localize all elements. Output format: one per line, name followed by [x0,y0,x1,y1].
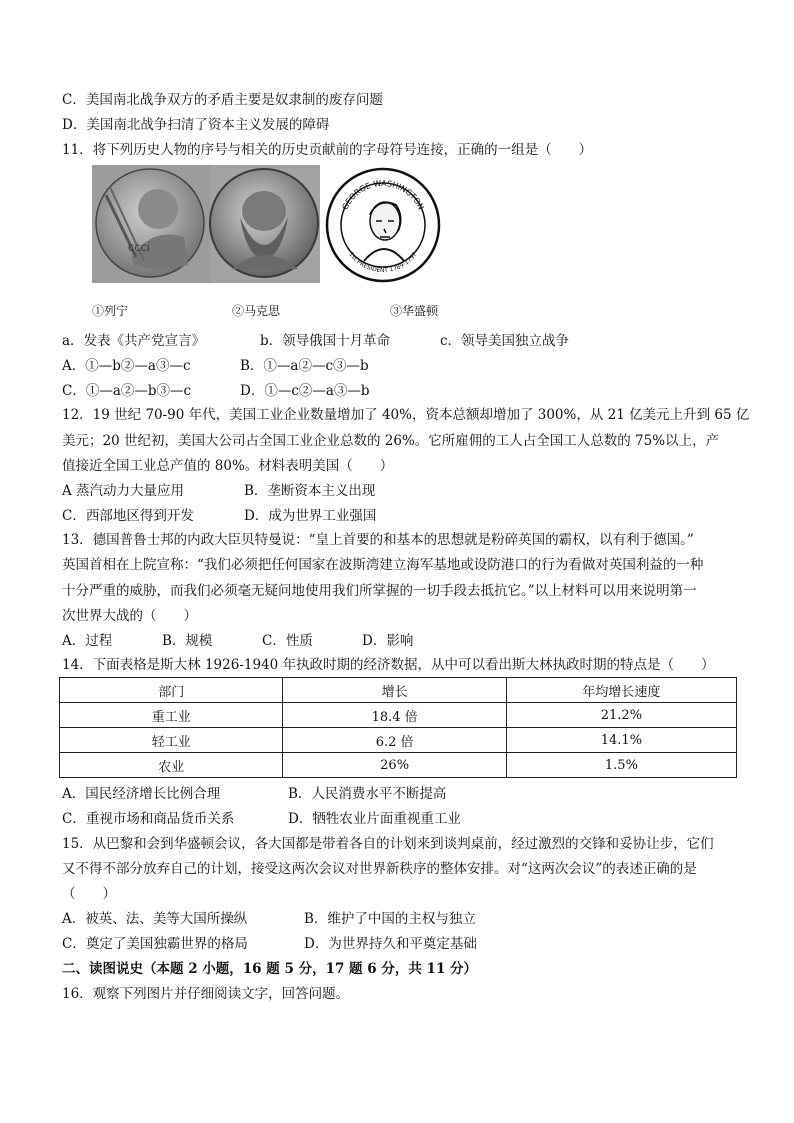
q13-options [62,631,413,651]
q15-stem-line3: （ ） [62,886,116,902]
table-cell: 1.5% [506,753,736,778]
q13-option-a: A．过程 [62,633,113,649]
table-row [60,728,737,753]
q10-option-d: D．美国南北战争扫清了资本主义发展的障碍 [62,117,330,133]
table-cell: 14.1% [506,728,736,753]
lenin-medal-image [92,165,210,283]
q12-option-d: D．成为世界工业强国 [244,508,377,524]
q13-stem-line3: 十分严重的威胁，而我们必须毫无疑问地使用我们所掌握的一切手段去抵抗它。”以上材料可以用来说明第一 [62,583,697,599]
q15-option-b: B．维护了中国的主权与独立 [304,911,476,927]
coin-text-bottom: 1st PRESIDENT 1789-1797 [347,251,419,275]
q15-stem-line2: 又不得不部分放弃自己的计划，接受这两次会议对世界新秩序的整体安排。对“这两次会议”的表述正确的是 [62,861,697,877]
q12-options-row1 [62,481,375,501]
q15-option-a: A．被英、法、美等大国所操纵 [62,911,248,927]
table-row [60,703,737,728]
caption-marx: ②马克思 [232,304,281,318]
q12-option-c: C．西部地区得到开发 [62,508,194,524]
section-2-heading: 二、读图说史（本题 2 小题，16 题 5 分，17 题 6 分，共 11 分） [62,961,478,977]
table-cell: 21.2% [506,703,736,728]
q15-options-row1 [62,909,476,929]
q13-stem-line1: 13．德国普鲁士邦的内政大臣贝特曼说：“皇上首要的和基本的思想就是粉碎英国的霸权，以有利于德国。” [62,532,694,548]
q14-option-d: D．牺牲农业片面重视重工业 [288,811,461,827]
table-cell: 6.2 倍 [283,728,506,753]
svg-text:CCCI: CCCI [128,244,150,254]
table-cell: 重工业 [60,703,283,728]
q13-stem-line4: 次世界大战的（ ） [62,608,197,624]
q12-option-b: B．垄断资本主义出现 [244,483,376,499]
q15-options-row2 [62,934,477,954]
q12-stem-line1: 12．19 世纪 70-90 年代，美国工业企业数量增加了 40%，资本总额却增加了 300%，从 21 亿美元上升到 65 亿 [62,407,750,423]
q11-contributions [62,331,569,351]
q15-stem-line1: 15．从巴黎和会到华盛顿会议，各大国都是带着各自的计划来到谈判桌前，经过激烈的交锋和妥协让步，它们 [62,836,714,852]
q13-stem-line2: 英国首相在上院宣称：“我们必须把任何国家在波斯湾建立海军基地或设防港口的行为看做对英国利益的一种 [62,557,704,573]
q14-data-table [59,677,737,778]
q13-option-b: B．规模 [162,633,213,649]
q11-option-b: B．①—a②—c③—b [240,358,369,374]
q14-stem: 14．下面表格是斯大林 1926-1940 年执政时期的经济数据，从中可以看出斯大林执政时期的特点是（ ） [62,657,715,673]
q11-options-row2 [62,381,370,401]
caption-washington: ③华盛顿 [390,304,439,318]
table-cell: 18.4 倍 [283,703,506,728]
q12-options-row2 [62,506,376,526]
table-header: 年均增长速度 [506,678,736,703]
q12-stem-line3: 值接近全国工业总产值的 80%。材料表明美国（ ） [62,458,394,474]
q12-option-a: A 蒸汽动力大量应用 [62,483,185,499]
q13-option-c: C．性质 [262,633,313,649]
q14-options-row1 [62,784,446,804]
caption-lenin: ①列宁 [92,304,129,318]
table-header-row [60,678,737,703]
q11-option-c: C．①—a②—b③—c [62,383,192,399]
q12-stem-line2: 美元；20 世纪初，美国大公司占全国工业企业总数的 26%。它所雇佣的工人占全国工人总数的 75%以上，产 [62,433,720,449]
contribution-c: c．领导美国独立战争 [440,333,570,349]
table-cell: 轻工业 [60,728,283,753]
q11-figures [92,165,442,285]
q14-option-a: A．国民经济增长比例合理 [62,786,221,802]
table-header: 增长 [283,678,506,703]
q16-stem: 16．观察下列图片并仔细阅读文字，回答问题。 [62,986,350,1002]
table-header: 部门 [60,678,283,703]
q11-options-row1 [62,356,369,376]
table-cell: 26% [283,753,506,778]
q11-option-a: A．①—b②—a③—c [62,358,191,374]
q11-stem: 11．将下列历史人物的序号与相关的历史贡献前的字母符号连接，正确的一组是（ ） [62,142,593,158]
contribution-a: a．发表《共产党宣言》 [62,333,206,349]
q15-option-c: C．奠定了美国独霸世界的格局 [62,936,248,952]
q11-option-d: D．①—c②—a③—b [240,383,370,399]
table-cell: 农业 [60,753,283,778]
q15-option-d: D．为世界持久和平奠定基础 [304,936,477,952]
marx-medal-image [210,165,320,283]
q10-option-c: C．美国南北战争双方的矛盾主要是奴隶制的废存问题 [62,92,383,108]
q14-option-b: B．人民消费水平不断提高 [288,786,447,802]
washington-coin-image [327,169,439,281]
q14-option-c: C．重视市场和商品货币关系 [62,811,235,827]
contribution-b: b．领导俄国十月革命 [260,333,391,349]
table-row [60,753,737,778]
q14-options-row2 [62,809,461,829]
coin-text-top: GEORGE WASHINGTON [340,178,426,212]
q13-option-d: D．影响 [362,633,414,649]
